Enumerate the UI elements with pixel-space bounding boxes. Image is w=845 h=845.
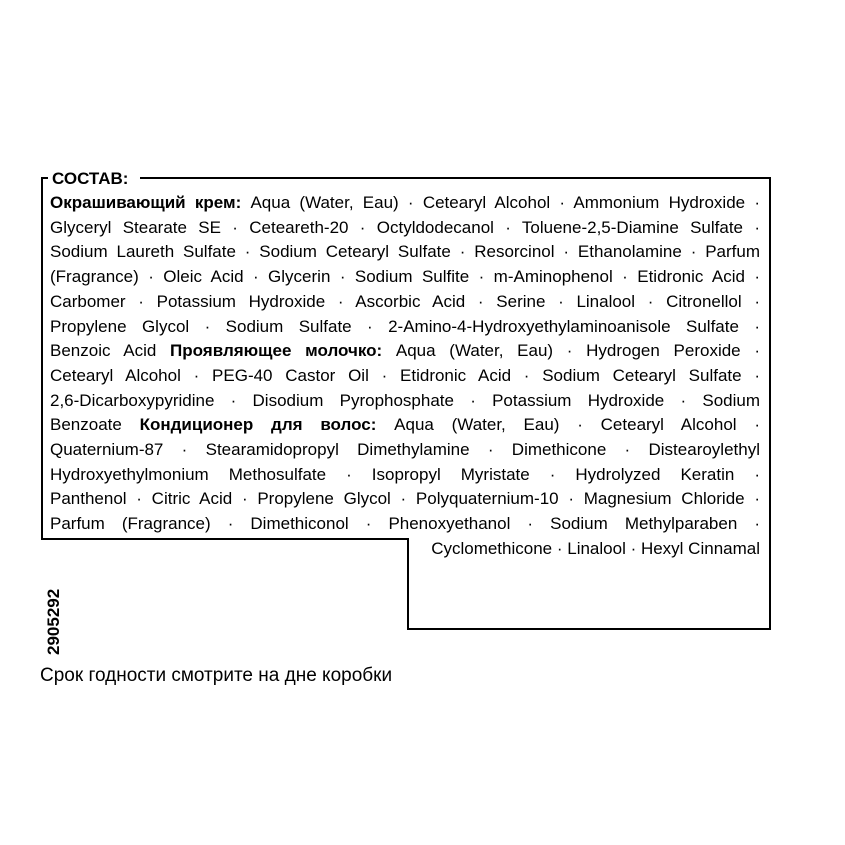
ingredient-line xyxy=(50,438,760,462)
ingredient-line xyxy=(50,463,760,487)
ingredient-text: Sodium Laureth Sulfate · Sodium Cetearyl Sulfate · Resorcinol · Ethanolamine · Parfum xyxy=(50,242,760,262)
ingredient-line xyxy=(50,389,760,413)
section-label: Окрашивающий крем: xyxy=(50,193,242,212)
ingredient-line xyxy=(50,339,760,363)
ingredient-line xyxy=(50,265,760,289)
ingredient-line xyxy=(50,512,760,536)
ingredient-line xyxy=(50,290,760,314)
ingredient-text: Propylene Glycol · Sodium Sulfate · 2-Amino-4-Hydroxyethylaminoanisole Sulfate · xyxy=(50,316,760,336)
ingredient-text: Aqua (Water, Eau) · Hydrogen Peroxide · xyxy=(382,341,760,361)
section-label: Кондиционер для волос: xyxy=(139,415,377,435)
ingredient-text: Cetearyl Alcohol · PEG-40 Castor Oil · Etidronic Acid · Sodium Cetearyl Sulfate · xyxy=(50,365,760,385)
product-code: 2905292 xyxy=(44,588,63,655)
ingredient-text: Benzoic Acid xyxy=(50,341,171,361)
ingredient-text: Cyclomethicone · Linalool · Hexyl Cinnamal xyxy=(431,538,760,558)
ingredient-text: Aqua (Water, Eau) · Cetearyl Alcohol · xyxy=(376,415,760,435)
ingredient-text: Benzoate xyxy=(50,415,140,435)
ingredient-text: Carbomer · Potassium Hydroxide · Ascorbic Acid · Serine · Linalool · Citronellol · xyxy=(50,291,760,311)
ingredient-line xyxy=(50,191,760,215)
section-label: Проявляющее молочко: xyxy=(170,341,383,361)
ingredient-text: Hydroxyethylmonium Methosulfate · Isopropyl Myristate · Hydrolyzed Keratin · xyxy=(50,464,760,484)
ingredient-line xyxy=(50,487,760,511)
ingredient-line xyxy=(400,537,760,561)
ingredient-line xyxy=(50,315,760,339)
ingredient-text: Panthenol · Citric Acid · Propylene Glycol · Polyquaternium-10 · Magnesium Chloride · xyxy=(50,489,760,509)
ingredient-line xyxy=(50,216,760,240)
ingredient-text: Glyceryl Stearate SE · Ceteareth-20 · Octyldodecanol · Toluene-2,5-Diamine Sulfate · xyxy=(50,217,760,237)
ingredient-text: 2,6-Dicarboxypyridine · Disodium Pyrophosphate · Potassium Hydroxide · Sodium xyxy=(50,390,760,410)
ingredient-text: Parfum (Fragrance) · Dimethiconol · Phenoxyethanol · Sodium Methylparaben · xyxy=(50,514,760,534)
ingredient-text: Quaternium-87 · Stearamidopropyl Dimethylamine · Dimethicone · Distearoylethyl xyxy=(50,440,760,459)
ingredient-line xyxy=(50,364,760,388)
ingredient-text: Aqua (Water, Eau) · Cetearyl Alcohol · Ammonium Hydroxide · xyxy=(241,193,760,212)
ingredient-line xyxy=(50,240,760,264)
composition-heading: СОСТАВ: xyxy=(48,168,132,190)
ingredient-line xyxy=(50,413,760,437)
expiry-note: Срок годности смотрите на дне коробки xyxy=(40,665,393,686)
ingredient-text: (Fragrance) · Oleic Acid · Glycerin · Sodium Sulfite · m-Aminophenol · Etidronic Acid · xyxy=(50,267,760,287)
